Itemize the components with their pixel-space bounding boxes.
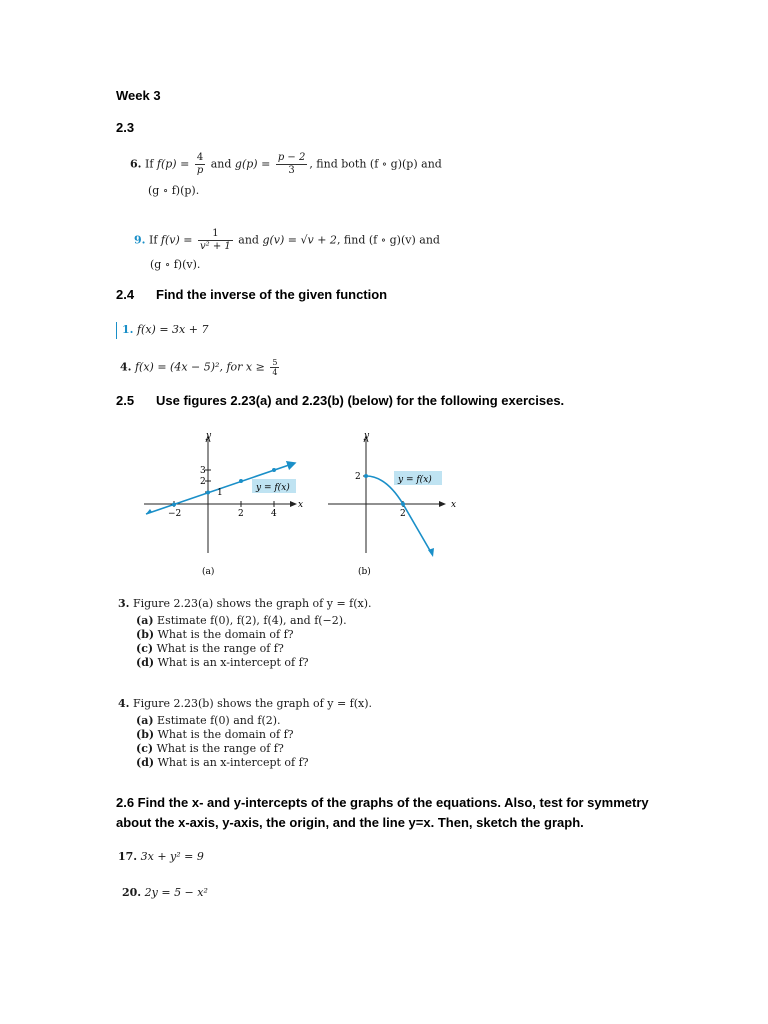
graph-exercise-3 [118, 597, 372, 610]
fig-b-point-2 [401, 502, 405, 506]
symmetry-exercise-20-number: 20. [122, 886, 142, 899]
margin-bar [116, 322, 117, 339]
section-2-6-line2: about the x-axis, y-axis, the origin, and the line y=x. Then, sketch the graph. [116, 815, 584, 830]
inverse-exercise-1 [122, 323, 208, 336]
fig-a-tick-label-neg2: −2 [168, 509, 182, 519]
graph-exercise-3-part-c [136, 642, 347, 656]
graph-exercise-4-part-b [136, 728, 309, 742]
exercise-6 [130, 152, 442, 177]
section-2-6-line1: 2.6 Find the x- and y-intercepts of the graphs of the equations. Also, test for symmetry [116, 795, 649, 810]
graph-exercise-3-parts [136, 614, 347, 670]
symmetry-exercise-17 [118, 850, 204, 863]
exercise-6-g-fraction [276, 152, 308, 177]
exercise-6-g-numerator: p − 2 [277, 152, 306, 163]
fig-b-point-0 [364, 474, 368, 478]
week-title: Week 3 [116, 88, 161, 103]
inverse-exercise-4-expr: f(x) = (4x − 5)², for x ≥ [134, 360, 265, 374]
exercise-6-f-fraction [195, 152, 205, 177]
graph-exercise-4-part-a [136, 714, 309, 728]
exercise-9-question: , find (f ∘ g)(v) and [336, 233, 440, 247]
graph-exercise-3-intro: Figure 2.23(a) shows the graph of y = f(x). [132, 597, 372, 610]
section-2-4-title: Find the inverse of the given function [156, 287, 388, 302]
section-2-5-heading: 2.5 [116, 393, 135, 408]
exercise-9-f-fraction [198, 228, 233, 253]
graph-exercise-4-parts [136, 714, 309, 770]
section-2-5-title: Use figures 2.23(a) and 2.23(b) (below) for the following exercises. [156, 393, 565, 408]
fig-a-tick-label-y3: 3 [200, 466, 206, 476]
part-text: What is the domain of f? [157, 628, 294, 641]
fig-a-y-label: y [206, 431, 212, 441]
graph-exercise-3-part-b [136, 628, 347, 642]
fig-a-point-neg2 [172, 503, 176, 507]
exercise-6-number: 6. [130, 157, 142, 171]
inverse-exercise-1-expr: f(x) = 3x + 7 [136, 323, 209, 336]
exercise-6-g-def: g(p) = [234, 157, 271, 171]
part-text: Estimate f(0), f(2), f(4), and f(−2). [157, 614, 347, 627]
symmetry-exercise-20 [122, 886, 208, 899]
section-2-3-heading: 2.3 [116, 120, 135, 135]
graph-exercise-3-part-a [136, 614, 347, 628]
part-tag: (d) [136, 756, 155, 769]
exercise-6-g-denominator: 3 [288, 165, 295, 176]
part-tag: (b) [136, 728, 155, 741]
inverse-exercise-1-number: 1. [122, 323, 134, 336]
part-text: What is the domain of f? [157, 728, 294, 741]
section-2-4-heading: 2.4 [116, 287, 135, 302]
part-tag: (b) [136, 628, 155, 641]
part-text: What is the range of f? [156, 642, 284, 655]
graph-exercise-3-part-d [136, 656, 347, 670]
fig-b-curve [366, 476, 432, 554]
graph-exercise-4 [118, 697, 372, 710]
fig-a-tick-label-y2: 2 [200, 477, 206, 487]
part-tag: (c) [136, 742, 154, 755]
fig-b-label: y = f(x) [398, 475, 432, 485]
fig-a-x-arrow-icon [290, 501, 297, 507]
exercise-9-line2: (g ∘ f)(v). [150, 258, 201, 271]
fig-b-x-label: x [451, 500, 457, 510]
inverse-exercise-4-number: 4. [120, 360, 132, 374]
fig-a-point-2 [239, 479, 243, 483]
graph-exercise-4-number: 4. [118, 697, 130, 710]
graph-exercise-4-part-c [136, 742, 309, 756]
fig-a-tick-label-4: 4 [271, 509, 277, 519]
exercise-9 [134, 228, 440, 253]
inverse-exercise-4-fraction [270, 358, 279, 377]
exercise-6-and: and [210, 157, 232, 171]
part-tag: (d) [136, 656, 155, 669]
fig-b-tick-label-x2: 2 [400, 509, 406, 519]
part-tag: (c) [136, 642, 154, 655]
exercise-6-if: If [144, 157, 154, 171]
symmetry-exercise-17-expr: 3x + y² = 9 [140, 850, 204, 863]
fig-a-label: y = f(x) [256, 483, 290, 493]
inverse-exercise-4-frac-den: 4 [272, 368, 278, 377]
exercise-9-f-denominator: v² + 1 [200, 241, 231, 252]
fig-a-caption: (a) [202, 567, 215, 577]
figure-2-23b [326, 428, 466, 578]
inverse-exercise-4-frac-num: 5 [272, 358, 278, 367]
inverse-exercise-4 [120, 358, 281, 377]
part-text: Estimate f(0) and f(2). [157, 714, 281, 727]
fig-a-x-label: x [298, 500, 304, 510]
graph-exercise-3-number: 3. [118, 597, 130, 610]
exercise-9-number: 9. [134, 233, 146, 247]
fig-b-y-label: y [364, 431, 370, 441]
exercise-9-f-def: f(v) = [160, 233, 193, 247]
part-text: What is an x-intercept of f? [157, 756, 309, 769]
exercise-6-f-numerator: 4 [195, 152, 205, 165]
fig-a-tick-label-2: 2 [238, 509, 244, 519]
part-text: What is the range of f? [156, 742, 284, 755]
symmetry-exercise-17-number: 17. [118, 850, 138, 863]
exercise-6-question: , find both (f ∘ g)(p) and [309, 157, 442, 171]
part-text: What is an x-intercept of f? [157, 656, 309, 669]
fig-a-tick-label-y1: 1 [217, 488, 223, 498]
fig-b-caption: (b) [358, 567, 371, 577]
exercise-9-and: and [238, 233, 259, 247]
fig-a-point-0 [206, 491, 210, 495]
symmetry-exercise-20-expr: 2y = 5 − x² [144, 886, 208, 899]
exercise-9-g-def: g(v) = √v + 2 [262, 233, 337, 247]
exercise-6-f-def: f(p) = [156, 157, 190, 171]
exercise-9-f-numerator: 1 [198, 228, 233, 241]
part-tag: (a) [136, 614, 154, 627]
exercise-6-f-denominator: p [196, 165, 204, 176]
fig-b-x-arrow-icon [439, 501, 446, 507]
part-tag: (a) [136, 714, 154, 727]
graph-exercise-4-intro: Figure 2.23(b) shows the graph of y = f(x). [132, 697, 373, 710]
exercise-9-if: If [148, 233, 158, 247]
fig-a-point-4 [272, 468, 276, 472]
graph-exercise-4-part-d [136, 756, 309, 770]
figure-2-23a [140, 428, 310, 578]
fig-b-tick-label-y2: 2 [355, 472, 361, 482]
exercise-6-line2: (g ∘ f)(p). [148, 184, 200, 197]
